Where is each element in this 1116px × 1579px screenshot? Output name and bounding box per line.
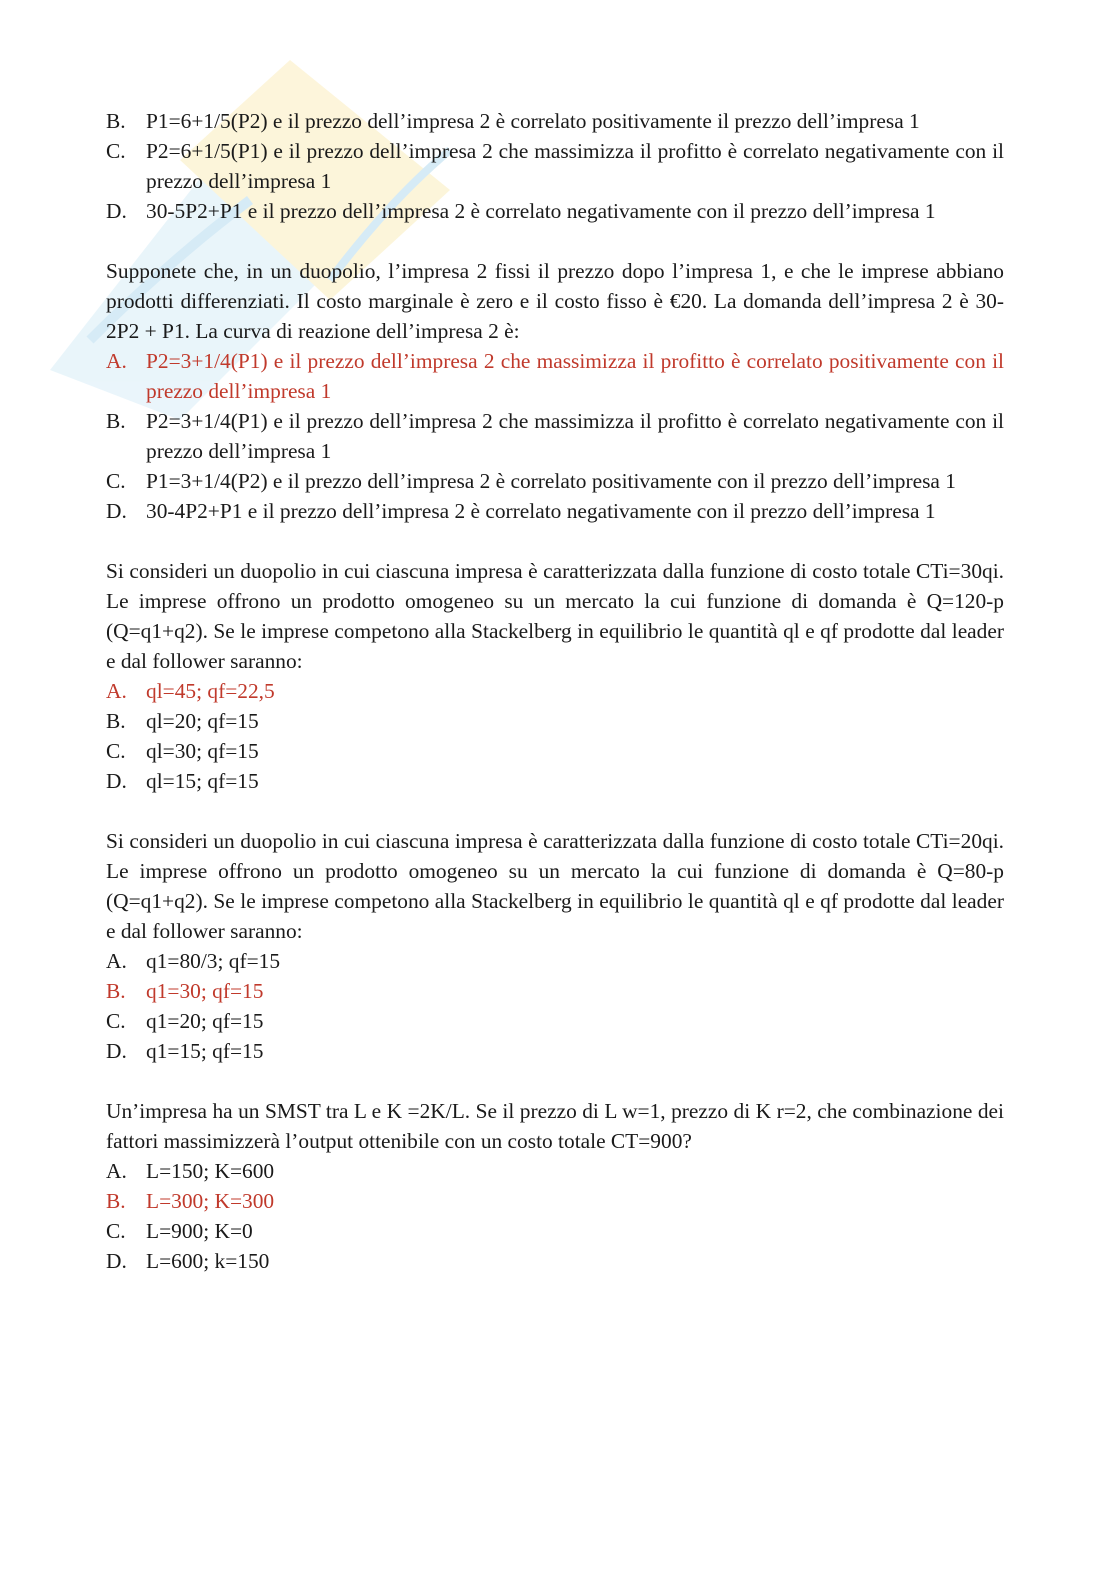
option-letter: B.	[106, 409, 126, 433]
question-block	[106, 1096, 1004, 1276]
option-letter: C.	[106, 739, 126, 763]
option-text: q1=30; qf=15	[146, 979, 264, 1003]
option-text: P1=6+1/5(P2) e il prezzo dell’impresa 2 è correlato positivamente il prezzo dell’impresa 1	[146, 109, 920, 133]
option-letter: C.	[106, 469, 126, 493]
question-block	[106, 556, 1004, 796]
question-text: Si consideri un duopolio in cui ciascuna impresa è caratterizzata dalla funzione di costo totale CTi=20qi. Le imprese offrono un prodotto omogeneo su un mercato la cui funzione di domanda è Q=80-p (Q=q1+q2). Se le imprese competono alla Stackelberg in equilibrio le quantità ql e qf prodotte dal leader e dal follower saranno:	[106, 829, 1004, 943]
option-letter: D.	[106, 1249, 127, 1273]
answer-option	[106, 1246, 1004, 1276]
option-text: L=150; K=600	[146, 1159, 275, 1183]
answer-option	[106, 1036, 1004, 1066]
option-letter: B.	[106, 109, 126, 133]
answer-option	[106, 406, 1004, 466]
correct-answer-option	[106, 346, 1004, 406]
option-text: 30-5P2+P1 e il prezzo dell’impresa 2 è correlato negativamente con il prezzo dell’impresa 1	[146, 199, 936, 223]
question-block	[106, 106, 1004, 226]
option-letter: C.	[106, 1219, 126, 1243]
option-text: P2=3+1/4(P1) e il prezzo dell’impresa 2 che massimizza il profitto è correlato positivamente con il prezzo dell’impresa 1	[146, 349, 1004, 403]
option-text: 30-4P2+P1 e il prezzo dell’impresa 2 è correlato negativamente con il prezzo dell’impresa 1	[146, 499, 936, 523]
option-text: P2=6+1/5(P1) e il prezzo dell’impresa 2 che massimizza il profitto è correlato negativamente con il prezzo dell’impresa 1	[146, 139, 1004, 193]
option-letter: C.	[106, 1009, 126, 1033]
option-text: L=900; K=0	[146, 1219, 253, 1243]
option-letter: A.	[106, 949, 127, 973]
option-text: ql=45; qf=22,5	[146, 679, 275, 703]
option-text: L=600; k=150	[146, 1249, 270, 1273]
option-text: q1=15; qf=15	[146, 1039, 264, 1063]
answer-option	[106, 136, 1004, 196]
option-letter: A.	[106, 679, 127, 703]
option-text: L=300; K=300	[146, 1189, 275, 1213]
option-text: P2=3+1/4(P1) e il prezzo dell’impresa 2 che massimizza il profitto è correlato negativamente con il prezzo dell’impresa 1	[146, 409, 1004, 463]
answer-option	[106, 946, 1004, 976]
answer-option	[106, 196, 1004, 226]
answer-option	[106, 706, 1004, 736]
question-text: Supponete che, in un duopolio, l’impresa 2 fissi il prezzo dopo l’impresa 1, e che le imprese abbiano prodotti differenziati. Il costo marginale è zero e il costo fisso è €20. La domanda dell’impresa 2 è 30-2P2 + P1. La curva di reazione dell’impresa 2 è:	[106, 259, 1004, 343]
option-letter: D.	[106, 499, 127, 523]
option-text: ql=30; qf=15	[146, 739, 259, 763]
question-text: Si consideri un duopolio in cui ciascuna impresa è caratterizzata dalla funzione di costo totale CTi=30qi. Le imprese offrono un prodotto omogeneo su un mercato la cui funzione di domanda è Q=120-p (Q=q1+q2). Se le imprese competono alla Stackelberg in equilibrio le quantità ql e qf prodotte dal leader e dal follower saranno:	[106, 559, 1004, 673]
answer-option	[106, 106, 1004, 136]
option-letter: B.	[106, 979, 126, 1003]
answer-option	[106, 466, 1004, 496]
option-letter: B.	[106, 1189, 126, 1213]
option-text: q1=20; qf=15	[146, 1009, 264, 1033]
answer-option	[106, 1156, 1004, 1186]
option-letter: A.	[106, 1159, 127, 1183]
answer-option	[106, 1006, 1004, 1036]
option-text: P1=3+1/4(P2) e il prezzo dell’impresa 2 è correlato positivamente con il prezzo dell’impresa 1	[146, 469, 956, 493]
answer-option	[106, 766, 1004, 796]
document-page	[106, 106, 1004, 1306]
correct-answer-option	[106, 976, 1004, 1006]
option-text: q1=80/3; qf=15	[146, 949, 281, 973]
option-letter: D.	[106, 769, 127, 793]
correct-answer-option	[106, 676, 1004, 706]
question-block	[106, 826, 1004, 1066]
option-letter: B.	[106, 709, 126, 733]
option-text: ql=20; qf=15	[146, 709, 259, 733]
option-letter: D.	[106, 199, 127, 223]
option-letter: C.	[106, 139, 126, 163]
option-letter: A.	[106, 349, 127, 373]
option-letter: D.	[106, 1039, 127, 1063]
option-text: ql=15; qf=15	[146, 769, 259, 793]
correct-answer-option	[106, 1186, 1004, 1216]
answer-option	[106, 496, 1004, 526]
question-block	[106, 256, 1004, 526]
answer-option	[106, 1216, 1004, 1246]
question-text: Un’impresa ha un SMST tra L e K =2K/L. Se il prezzo di L w=1, prezzo di K r=2, che combinazione dei fattori massimizzerà l’output ottenibile con un costo totale CT=900?	[106, 1099, 1004, 1153]
answer-option	[106, 736, 1004, 766]
